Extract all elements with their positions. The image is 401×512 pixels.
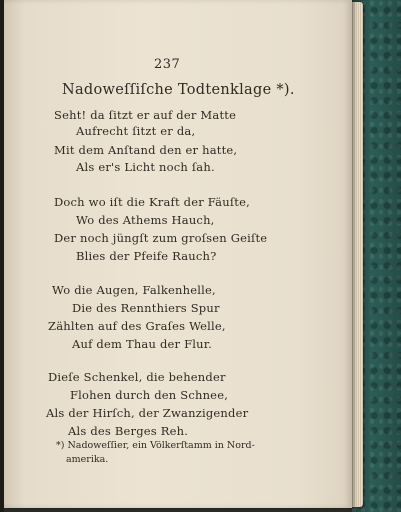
poem-line: Aufrecht ſitzt er da, [76,124,196,138]
poem-title: Nadoweſſiſche Todtenklage *). [62,82,295,98]
poem-line: Doch wo iſt die Kraft der Fäuſte, [54,195,250,209]
poem-line: Als der Hirſch, der Zwanzigender [46,406,249,420]
poem-line: Mit dem Anſtand den er hatte, [54,143,238,157]
poem-line: Die des Rennthiers Spur [72,301,220,315]
poem-line: Wo des Athems Hauch, [76,213,215,227]
poem-line: Flohen durch den Schnee, [70,388,229,402]
poem-line: Blies der Pfeife Rauch? [76,249,217,263]
page-number: 237 [154,57,181,72]
poem-line: Seht! da ſitzt er auf der Matte [54,108,237,122]
poem-line: Dieſe Schenkel, die behender [48,370,226,384]
poem-line: Als des Berges Reh. [68,424,189,438]
poem-line: Wo die Augen, Falkenhelle, [52,283,216,297]
poem-line: Der noch jüngſt zum groſsen Geiſte [54,231,268,245]
book-page [4,0,352,508]
poem-line: Als er's Licht noch ſah. [76,160,215,174]
footnote-line: *) Nadoweſſier, ein Völkerſtamm in Nord- [56,440,255,451]
poem-line: Zählten auf des Graſes Welle, [48,319,226,333]
footnote-line: amerika. [66,454,109,465]
poem-line: Auf dem Thau der Flur. [72,337,213,351]
